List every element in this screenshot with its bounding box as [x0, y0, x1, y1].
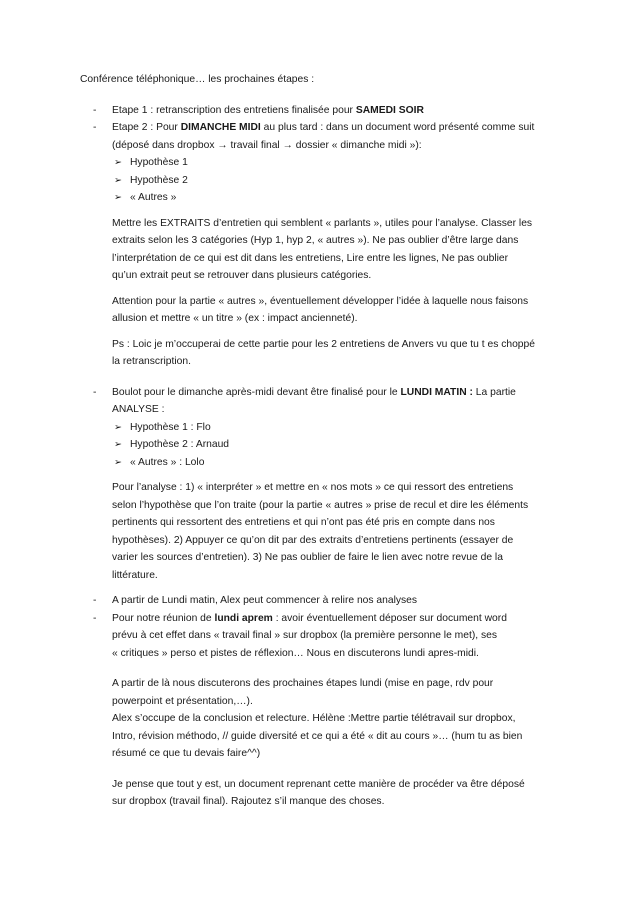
- arrow-bullet-icon: ➢: [114, 421, 122, 433]
- step2-text: Etape 2 : Pour: [112, 122, 181, 133]
- step2-line2-b: travail final: [227, 139, 283, 151]
- list-item-step5: [80, 610, 570, 663]
- step1-deadline: SAMEDI SOIR: [355, 104, 424, 116]
- list-item-step1: [80, 102, 570, 120]
- step5-text: Pour notre réunion de: [112, 612, 215, 624]
- line: qu’un extrait peut se retrouver dans plusieurs catégories.: [112, 270, 372, 281]
- line: l’interprétation de ce qui est dit dans les entretiens, Lire entre les lignes, Ne pas oublier: [112, 252, 509, 264]
- list-item: [80, 454, 570, 472]
- list-item: [80, 419, 570, 437]
- dash-marker: -: [93, 104, 97, 116]
- arrow-bullet-icon: ➢: [114, 456, 122, 468]
- line: Je pense que tout y est, un document reprenant cette manière de procéder va être déposé: [112, 778, 525, 790]
- line: powerpoint et présentation,…).: [112, 695, 253, 707]
- step5-text-cont: : avoir éventuellement déposer sur document word: [272, 612, 507, 624]
- paragraph-ps: [80, 336, 570, 371]
- paragraph-closing: [80, 776, 570, 811]
- step2-deadline: DIMANCHE MIDI: [180, 122, 261, 133]
- step2-line2-c: dossier « dimanche midi »):: [292, 139, 422, 151]
- line: littérature.: [112, 569, 158, 581]
- line: la retranscription.: [112, 356, 191, 367]
- arrow-bullet-icon: ➢: [114, 174, 122, 186]
- hypothesis-list-2: [80, 419, 570, 472]
- line: extraits selon les 3 catégories (Hyp 1, hyp 2, « autres »). Ne pas oublier d’être large dans: [112, 235, 519, 246]
- line: A partir de là nous discuterons des prochaines étapes lundi (mise en page, rdv pour: [112, 678, 494, 689]
- line: prévu à cet effet dans « travail final » sur dropbox (la première personne le met), ses: [112, 630, 497, 641]
- list-item: [80, 436, 570, 454]
- list-item: [80, 172, 570, 190]
- line: hypothèses). 2) Appuyer ce qu’on dit par des extraits d’entretiens pertinents (essayer de: [112, 534, 514, 546]
- line: selon l’hypothèse que l’on traite (pour la partie « autres » prise de recul et dire les éléments: [112, 499, 529, 511]
- list-item: [80, 189, 570, 207]
- dash-marker: -: [93, 122, 97, 133]
- line: allusion et mettre « un titre » (ex : impact ancienneté).: [112, 313, 358, 324]
- bullet-text: Hypothèse 2 : Arnaud: [130, 439, 230, 450]
- bullet-text: Hypothèse 2: [130, 174, 188, 186]
- step5-deadline: lundi aprem: [214, 612, 273, 624]
- line: varier les sources d’entretien). 3) Ne pas oublier de faire le lien avec notre revue de la: [112, 552, 503, 563]
- paragraph-analysis: [80, 479, 570, 584]
- step3-text: Boulot pour le dimanche après-midi devant être finalisé pour le: [112, 386, 401, 398]
- dash-marker: -: [93, 595, 97, 606]
- arrow-bullet-icon: ➢: [114, 439, 122, 450]
- list-item-step2: [80, 119, 570, 154]
- line: Intro, révision méthodo, // guide diversité et ce qui a été « dit au cours »… (hum tu as bien: [112, 730, 523, 742]
- step3-deadline: LUNDI MATIN :: [400, 386, 473, 398]
- paragraph-attention: [80, 293, 570, 328]
- document-page: [80, 71, 570, 811]
- line: Pour l’analyse : 1) « interpréter » et mettre en « nos mots » ce qui ressort des entretiens: [112, 482, 514, 493]
- bullet-text: Hypothèse 1: [130, 157, 188, 168]
- step3-text-cont: La partie: [472, 386, 516, 398]
- arrow-bullet-icon: ➢: [114, 192, 122, 203]
- dash-marker: -: [93, 386, 97, 398]
- document-title: Conférence téléphonique… les prochaines étapes :: [80, 74, 315, 85]
- arrow-right-icon: →: [282, 139, 293, 151]
- line: pertinents qui ressortent des entretiens et qui n’ont pas été pris en compte dans nos: [112, 517, 495, 528]
- dash-marker: -: [93, 612, 97, 624]
- list-item-step4: [80, 592, 570, 610]
- arrow-right-icon: →: [217, 139, 228, 151]
- list-item: [80, 154, 570, 172]
- bullet-text: Hypothèse 1 : Flo: [130, 421, 211, 433]
- step1-text: Etape 1 : retranscription des entretiens finalisée pour: [112, 104, 356, 116]
- line: « critiques » perso et pistes de réflexion… Nous en discuterons lundi apres-midi.: [112, 647, 479, 659]
- step3-line2: ANALYSE :: [112, 404, 165, 415]
- step4-text: A partir de Lundi matin, Alex peut commencer à relire nos analyses: [112, 595, 418, 606]
- arrow-bullet-icon: ➢: [114, 157, 122, 168]
- paragraph-next-steps: [80, 675, 570, 763]
- step2-text-cont: au plus tard : dans un document word présenté comme suit: [260, 122, 535, 133]
- line: Attention pour la partie « autres », éventuellement développer l’idée à laquelle nous faisons: [112, 295, 529, 307]
- line: Ps : Loic je m’occuperai de cette partie pour les 2 entretiens de Anvers vu que tu t es choppé: [112, 338, 535, 350]
- bullet-text: « Autres »: [130, 192, 177, 203]
- line: sur dropbox (travail final). Rajoutez s’il manque des choses.: [112, 796, 385, 807]
- step2-line2: (déposé dans dropbox: [112, 139, 218, 151]
- line: Alex s’occupe de la conclusion et relecture. Hélène :Mettre partie télétravail sur dropbox,: [112, 713, 516, 724]
- bullet-text: « Autres » : Lolo: [130, 456, 205, 468]
- hypothesis-list-1: [80, 154, 570, 207]
- line: Mettre les EXTRAITS d’entretien qui semblent « parlants », utiles pour l’analyse. Classer les: [112, 217, 533, 229]
- list-item-step3: [80, 384, 570, 419]
- paragraph-extracts: [80, 215, 570, 285]
- line: résumé ce que tu devais faire^^): [112, 748, 261, 759]
